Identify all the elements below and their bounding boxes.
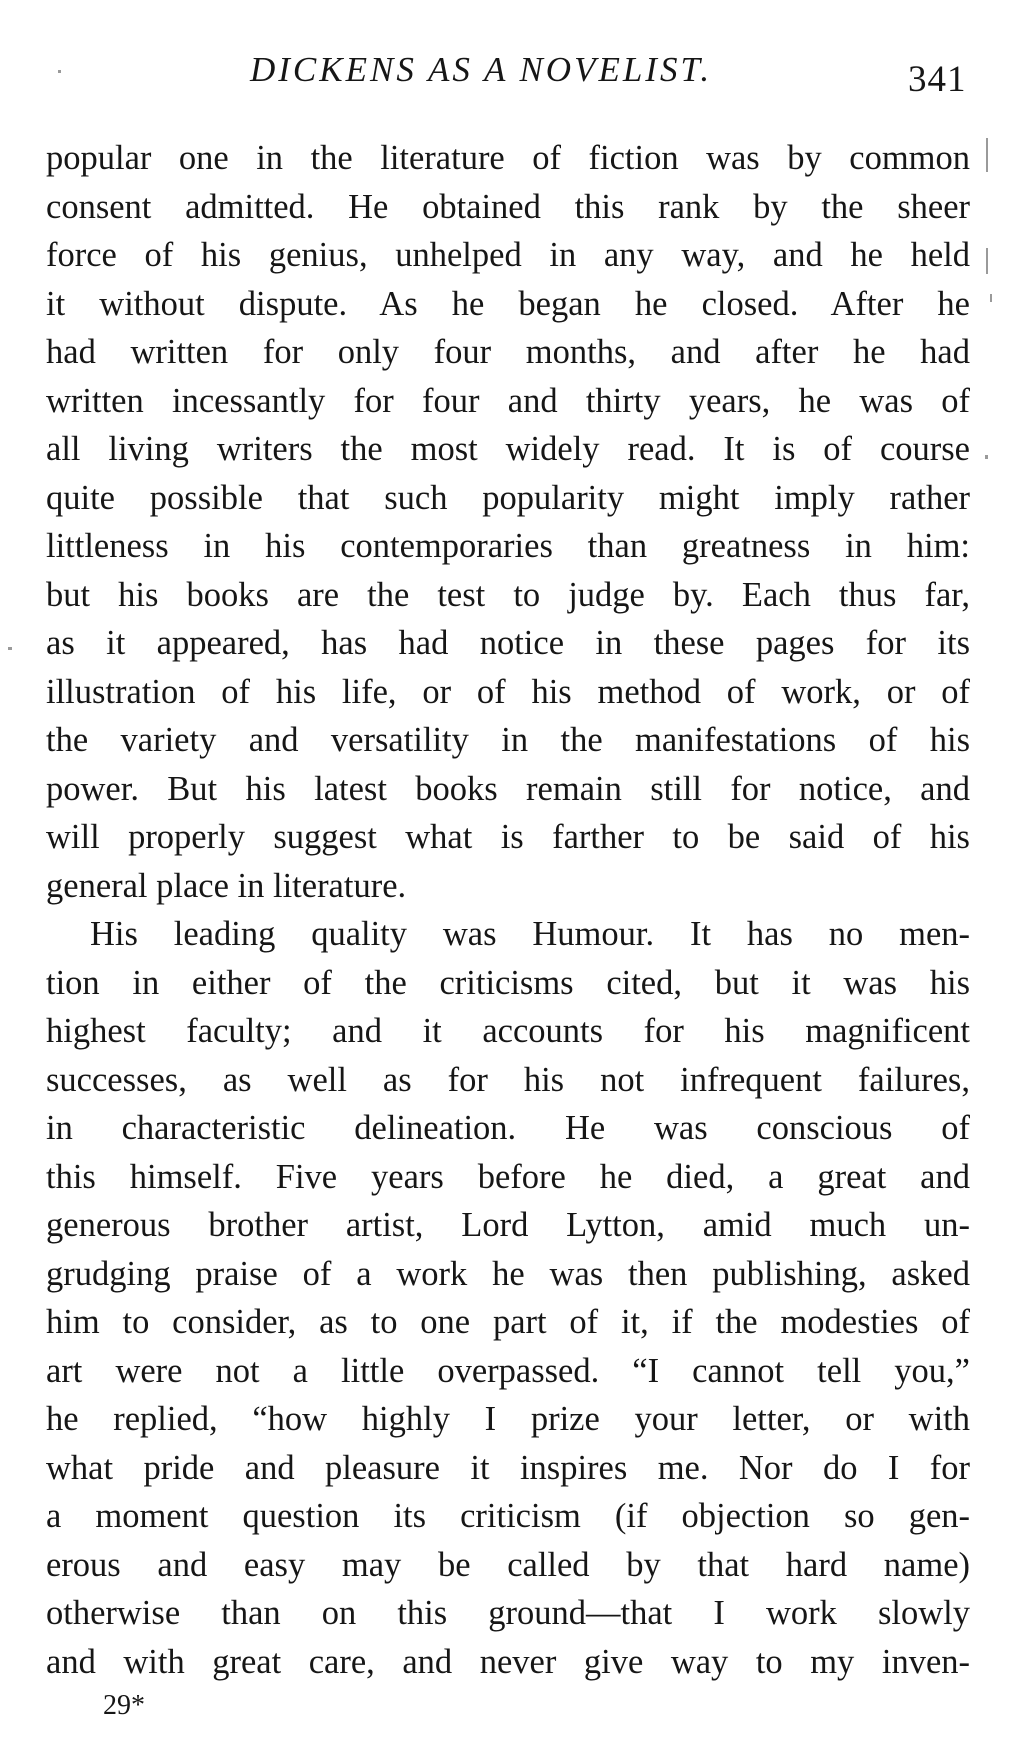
text-line: His leading quality was Humour. It has no men- xyxy=(90,915,970,953)
text-line: illustration of his life, or of his method of work, or of xyxy=(46,672,970,711)
running-head xyxy=(0,50,1022,100)
text-line: generous brother artist, Lord Lytton, amid much un- xyxy=(46,1206,970,1244)
text-line: he replied, “how highly I prize your letter, or with xyxy=(46,1400,970,1438)
text-line: but his books are the test to judge by. Each thus far, xyxy=(46,575,970,614)
text-line: in characteristic delineation. He was conscious of xyxy=(46,1109,970,1147)
body-text xyxy=(46,134,970,1686)
text-line: what pride and pleasure it inspires me. Nor do I for xyxy=(46,1448,970,1487)
scan-mark xyxy=(8,647,12,650)
text-line: and with great care, and never give way to my inven- xyxy=(46,1642,970,1681)
text-line: this himself. Five years before he died, a great and xyxy=(46,1157,970,1196)
scan-mark xyxy=(986,248,988,274)
text-line: grudging praise of a work he was then publishing, asked xyxy=(46,1254,970,1293)
text-line: written incessantly for four and thirty years, he was of xyxy=(46,381,970,420)
text-line: the variety and versatility in the manifestations of his xyxy=(46,721,970,759)
text-line: successes, as well as for his not infrequent failures, xyxy=(46,1060,970,1099)
scan-mark xyxy=(985,455,988,459)
text-line: him to consider, as to one part of it, if the modesties of xyxy=(46,1303,970,1341)
text-line: quite possible that such popularity might imply rather xyxy=(46,478,970,517)
signature-mark: 29* xyxy=(103,1690,145,1721)
text-line: force of his genius, unhelped in any way, and he held xyxy=(46,236,970,274)
text-line: general place in literature. xyxy=(46,866,407,905)
text-line: otherwise than on this ground—that I work slowly xyxy=(46,1594,970,1632)
text-line: will properly suggest what is farther to be said of his xyxy=(46,818,970,856)
text-line: consent admitted. He obtained this rank by the sheer xyxy=(46,187,970,226)
scan-mark xyxy=(986,138,988,172)
text-line: erous and easy may be called by that hard name) xyxy=(46,1545,970,1584)
text-line: all living writers the most widely read. It is of course xyxy=(46,430,970,468)
text-line: art were not a little overpassed. “I cannot tell you,” xyxy=(46,1351,970,1390)
scan-mark xyxy=(990,294,992,302)
scan-mark xyxy=(58,70,61,73)
running-head-title: DICKENS AS A NOVELIST. xyxy=(250,50,713,89)
text-line: popular one in the literature of fiction was by common xyxy=(46,139,970,177)
text-line: littleness in his contemporaries than greatness in him: xyxy=(46,527,970,565)
text-line: it without dispute. As he began he closed. After he xyxy=(46,284,970,323)
text-line: power. But his latest books remain still for notice, and xyxy=(46,769,970,808)
text-line: had written for only four months, and after he had xyxy=(46,333,970,371)
text-line: a moment question its criticism (if objection so gen- xyxy=(46,1497,970,1535)
text-line: tion in either of the criticisms cited, but it was his xyxy=(46,963,970,1002)
text-line: highest faculty; and it accounts for his magnificent xyxy=(46,1012,970,1050)
text-line: as it appeared, has had notice in these pages for its xyxy=(46,624,970,662)
page-number: 341 xyxy=(908,59,967,100)
